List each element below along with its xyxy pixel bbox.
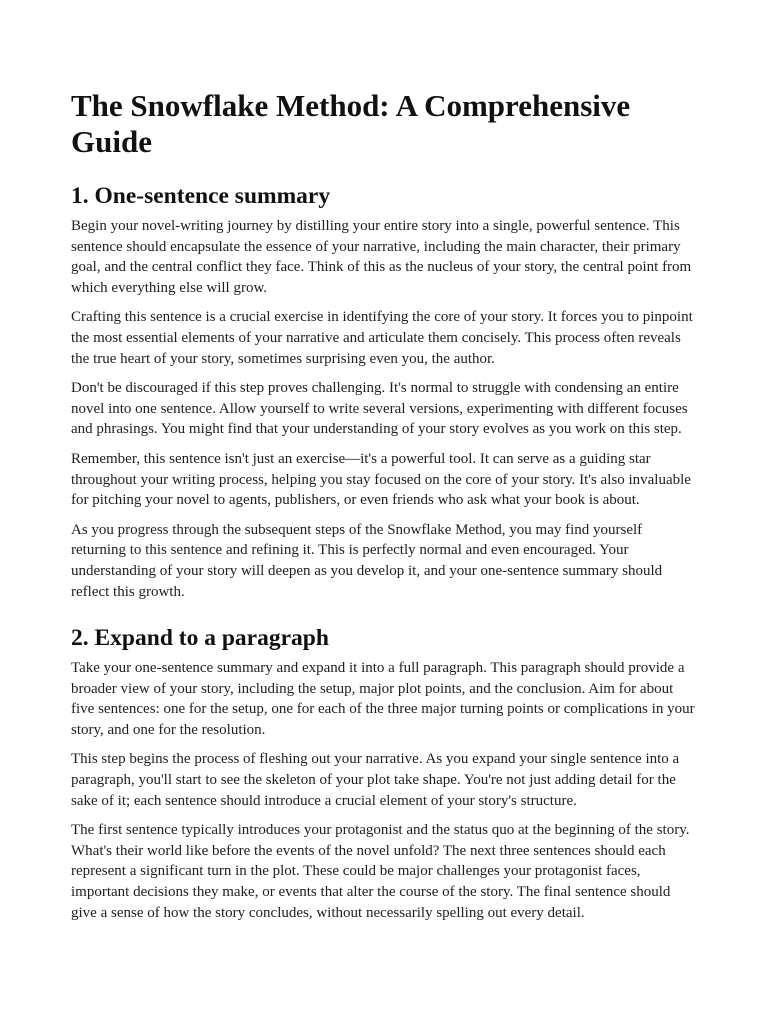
paragraph: As you progress through the subsequent steps of the Snowflake Method, you may find yourself returning to this sentence and refining it. This is perfectly normal and even encouraged. Your understanding of your story will deepen as you develop it, and your one-sentence summary should reflect this growth. xyxy=(71,521,663,600)
paragraph: This step begins the process of fleshing out your narrative. As you expand your single sentence into a paragraph, you'll start to see the skeleton of your plot take shape. You're not just adding detail for the sake of it; each sentence should introduce a crucial element of your story's structure. xyxy=(71,751,680,809)
page-title: The Snowflake Method: A Comprehensive Guide xyxy=(71,88,631,159)
paragraph: Begin your novel-writing journey by distilling your entire story into a single, powerful sentence. This sentence should encapsulate the essence of your narrative, including the main character, their primary goal, and the central conflict they face. Think of this as the nucleus of your story, the central point from which everything else will grow. xyxy=(71,218,692,296)
paragraph: The first sentence typically introduces your protagonist and the status quo at the beginning of the story. What's their world like before the events of the novel unfold? The next three sentences should each represent a significant turn in the plot. These could be major challenges your protagonist faces, important decisions they make, or events that alter the course of the story. The final sentence should give a sense of how the story concludes, without necessarily spelling out every detail. xyxy=(71,822,690,921)
paragraph: Crafting this sentence is a crucial exercise in identifying the core of your story. It forces you to pinpoint the most essential elements of your narrative and articulate them concisely. This process often reveals the true heart of your story, sometimes surprising even you, the author. xyxy=(71,309,693,367)
paragraph: Don't be discouraged if this step proves challenging. It's normal to struggle with condensing an entire novel into one sentence. Allow yourself to write several versions, experimenting with different focuses and phrasings. You might find that your understanding of your story evolves as you work on this step. xyxy=(71,380,688,438)
paragraph: Remember, this sentence isn't just an exercise—it's a powerful tool. It can serve as a guiding star throughout your writing process, helping you stay focused on the core of your story. It's also invaluable for pitching your novel to agents, publishers, or even friends who ask what your book is about. xyxy=(71,450,691,509)
paragraph: Take your one-sentence summary and expand it into a full paragraph. This paragraph should provide a broader view of your story, including the setup, major plot points, and the conclusion. Aim for about five sentences: one for the setup, one for each of the three major turning points or complications in your story, and one for the resolution. xyxy=(71,660,695,738)
section-one-sentence-summary xyxy=(71,182,699,602)
section-heading: 2. Expand to a paragraph xyxy=(71,625,329,652)
document-page xyxy=(71,88,699,932)
section-heading: 1. One-sentence summary xyxy=(71,183,331,209)
section-expand-to-paragraph xyxy=(71,624,699,923)
